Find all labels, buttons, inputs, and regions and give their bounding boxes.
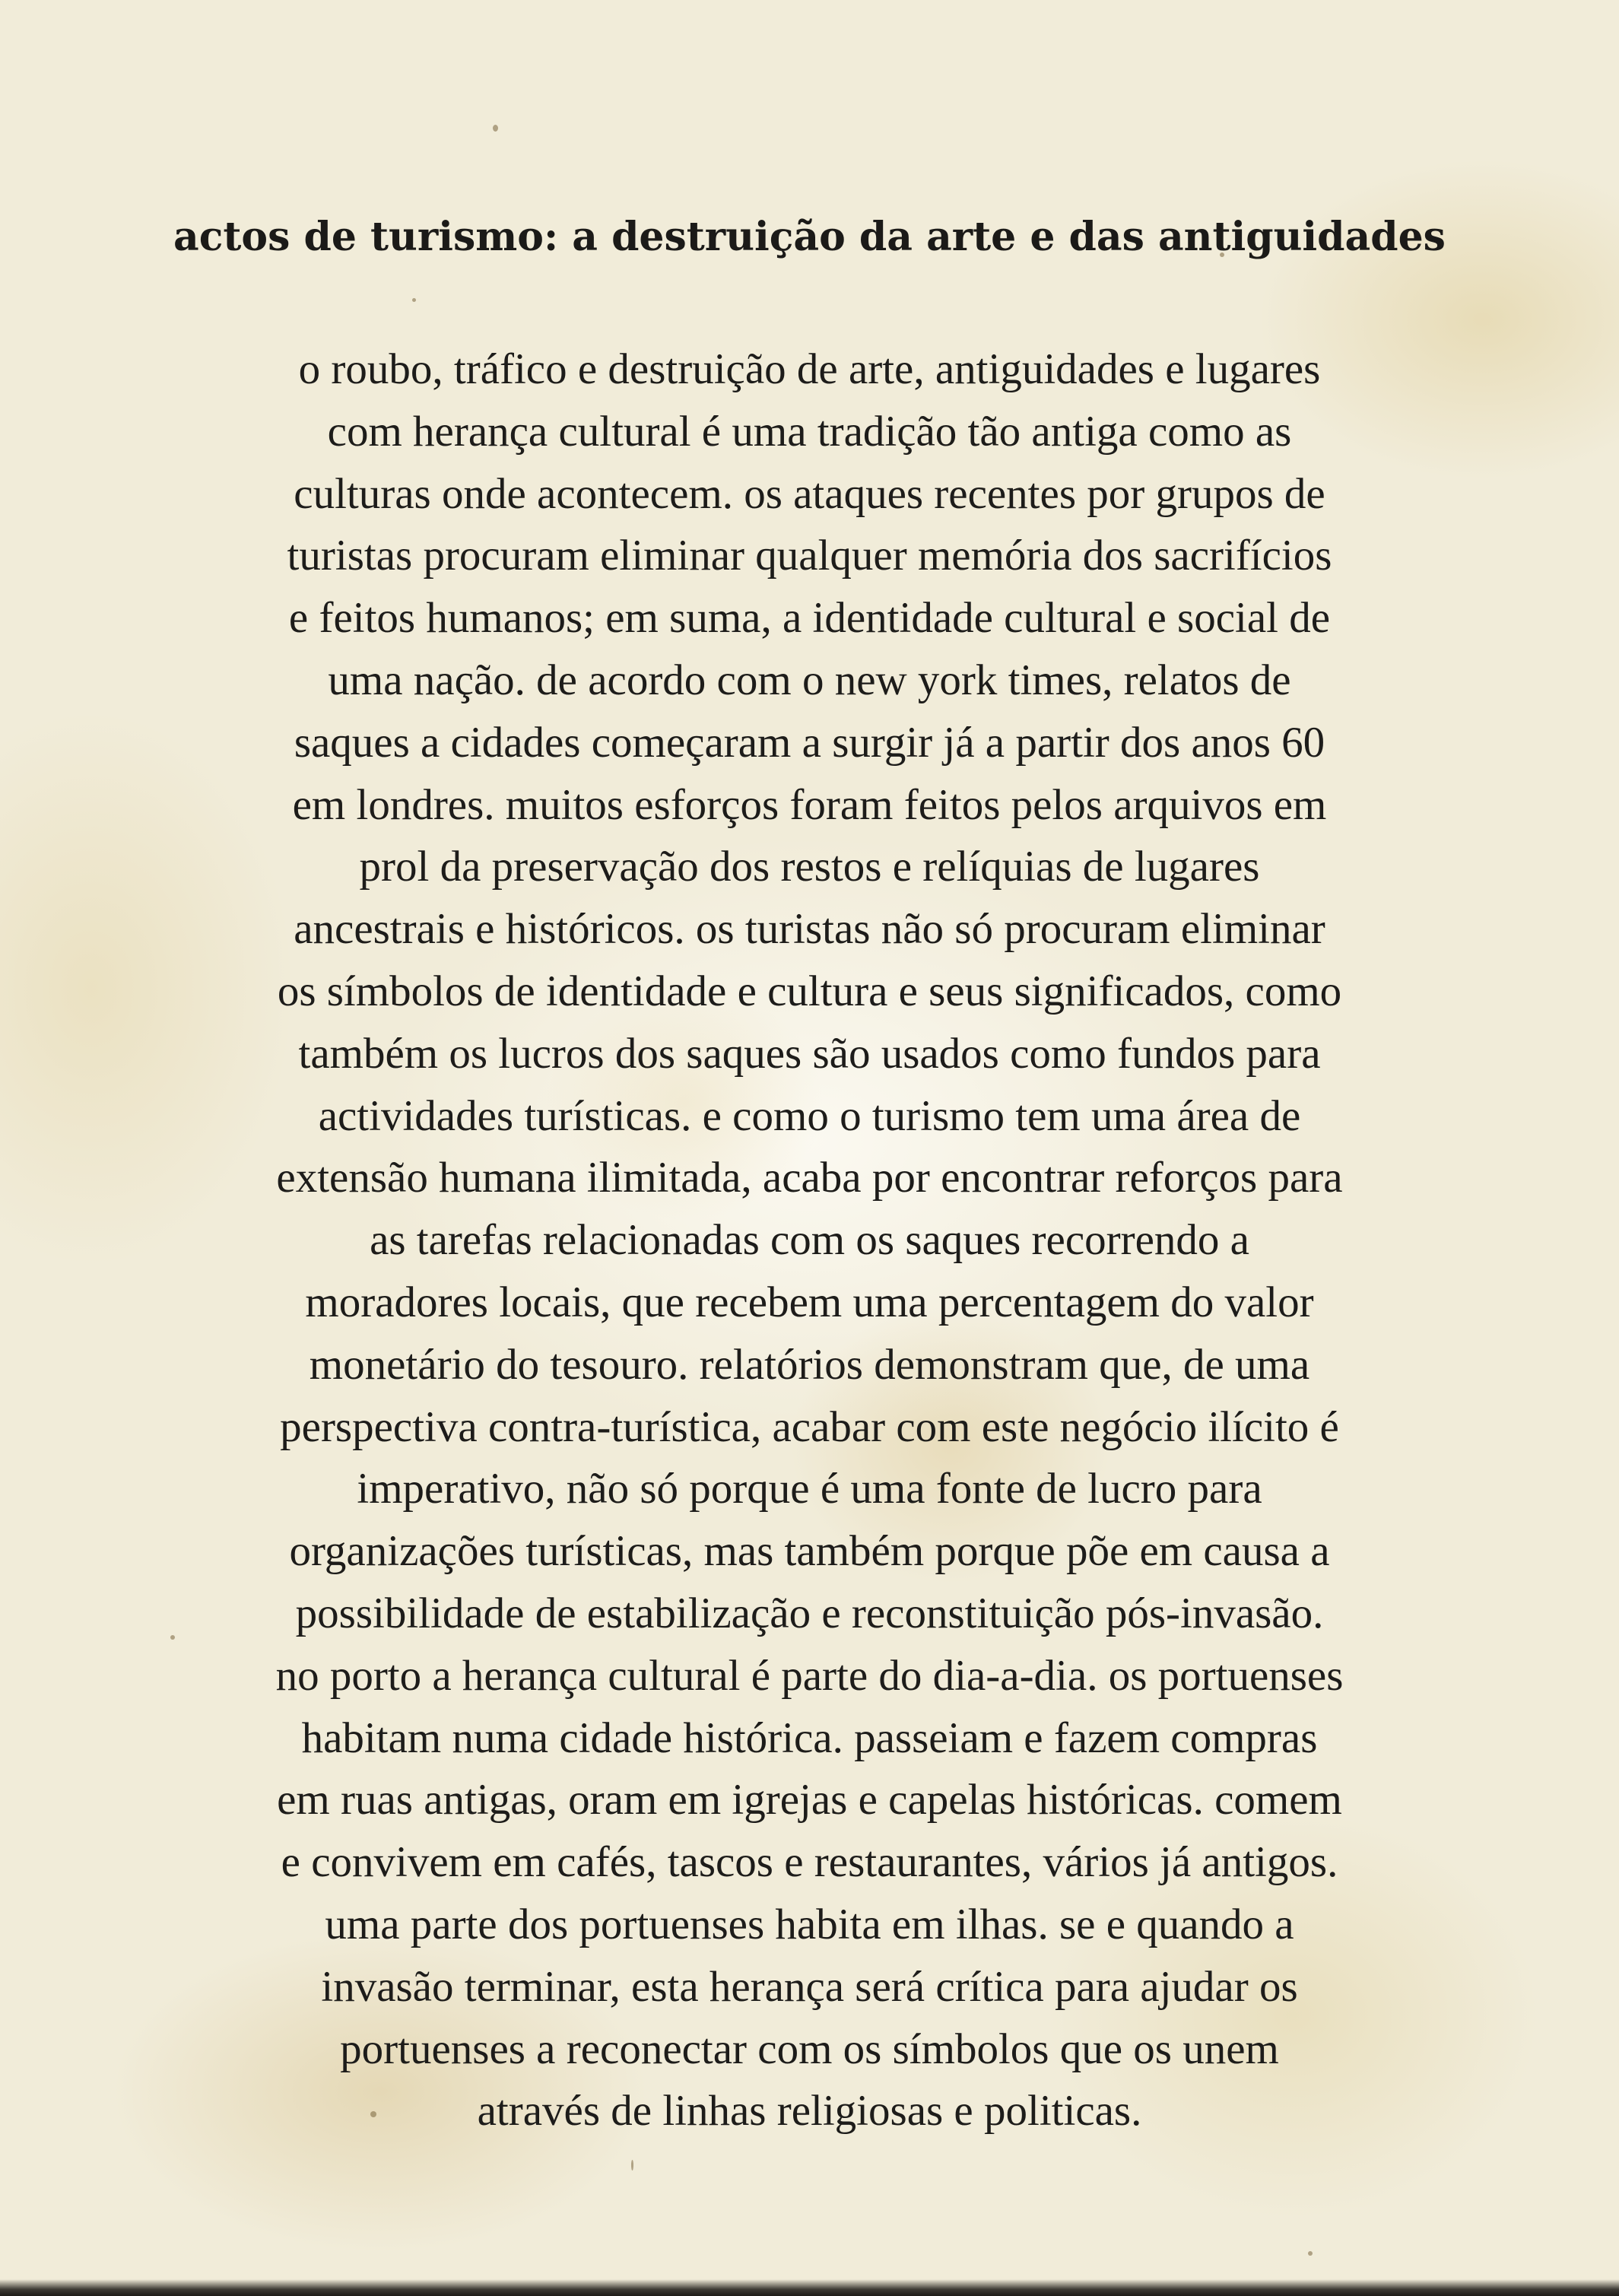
text-line: organizações turísticas, mas também porque põe em causa a [289, 1527, 1330, 1576]
text-line: no porto a herança cultural é parte do dia-a-dia. os portuenses [275, 1651, 1344, 1700]
text-line: invasão terminar, esta herança será crítica para ajudar os [321, 1962, 1298, 2011]
ink-speck [631, 2160, 633, 2171]
text-line: e convivem em cafés, tascos e restaurantes, vários já antigos. [281, 1838, 1338, 1887]
article-body [114, 338, 1505, 2142]
text-line: turistas procuram eliminar qualquer memória dos sacrifícios [287, 532, 1332, 580]
ink-speck [1308, 2251, 1313, 2256]
text-line: possibilidade de estabilização e reconstituição pós-invasão. [295, 1589, 1324, 1637]
text-line: os símbolos de identidade e cultura e seus significados, como [277, 967, 1342, 1015]
text-line: em londres. muitos esforços foram feitos pelos arquivos em [292, 780, 1327, 829]
page-bottom-edge [0, 2279, 1619, 2296]
text-line: com herança cultural é uma tradição tão antiga como as [327, 407, 1292, 456]
text-line: actividades turísticas. e como o turismo tem uma área de [318, 1091, 1301, 1140]
text-line: ancestrais e históricos. os turistas não só procuram eliminar [294, 905, 1325, 954]
text-line: uma parte dos portuenses habita em ilhas. se e quando a [325, 1900, 1294, 1948]
text-line: e feitos humanos; em suma, a identidade cultural e social de [288, 594, 1331, 643]
text-line: também os lucros dos saques são usados como fundos para [298, 1029, 1321, 1078]
text-line: imperativo, não só porque é uma fonte de lucro para [357, 1465, 1262, 1513]
text-line: uma nação. de acordo com o new york times, relatos de [328, 656, 1291, 704]
text-line: as tarefas relacionadas com os saques recorrendo a [370, 1216, 1249, 1265]
text-line: perspectiva contra-turística, acabar com este negócio ilícito é [280, 1402, 1339, 1451]
text-line: em ruas antigas, oram em igrejas e capelas históricas. comem [277, 1776, 1342, 1824]
text-line: extensão humana ilimitada, acaba por encontrar reforços para [276, 1154, 1343, 1202]
text-line: portuenses a reconectar com os símbolos que os unem [340, 2024, 1279, 2073]
text-line: saques a cidades começaram a surgir já a partir dos anos 60 [294, 718, 1325, 767]
text-line: prol da preservação dos restos e relíquias de lugares [359, 843, 1260, 891]
page-title: actos de turismo: a destruição da arte e das antiguidades [173, 214, 1446, 260]
text-line: culturas onde acontecem. os ataques recentes por grupos de [294, 469, 1325, 518]
ink-speck [412, 298, 416, 302]
ink-speck [493, 125, 498, 132]
text-line: moradores locais, que recebem uma percentagem do valor [305, 1278, 1314, 1326]
text-line: o roubo, tráfico e destruição de arte, antiguidades e lugares [298, 345, 1321, 393]
text-line: através de linhas religiosas e politicas. [477, 2087, 1142, 2136]
text-line: monetário do tesouro. relatórios demonstram que, de uma [309, 1340, 1310, 1389]
text-line: habitam numa cidade histórica. passeiam e fazem compras [301, 1713, 1318, 1762]
